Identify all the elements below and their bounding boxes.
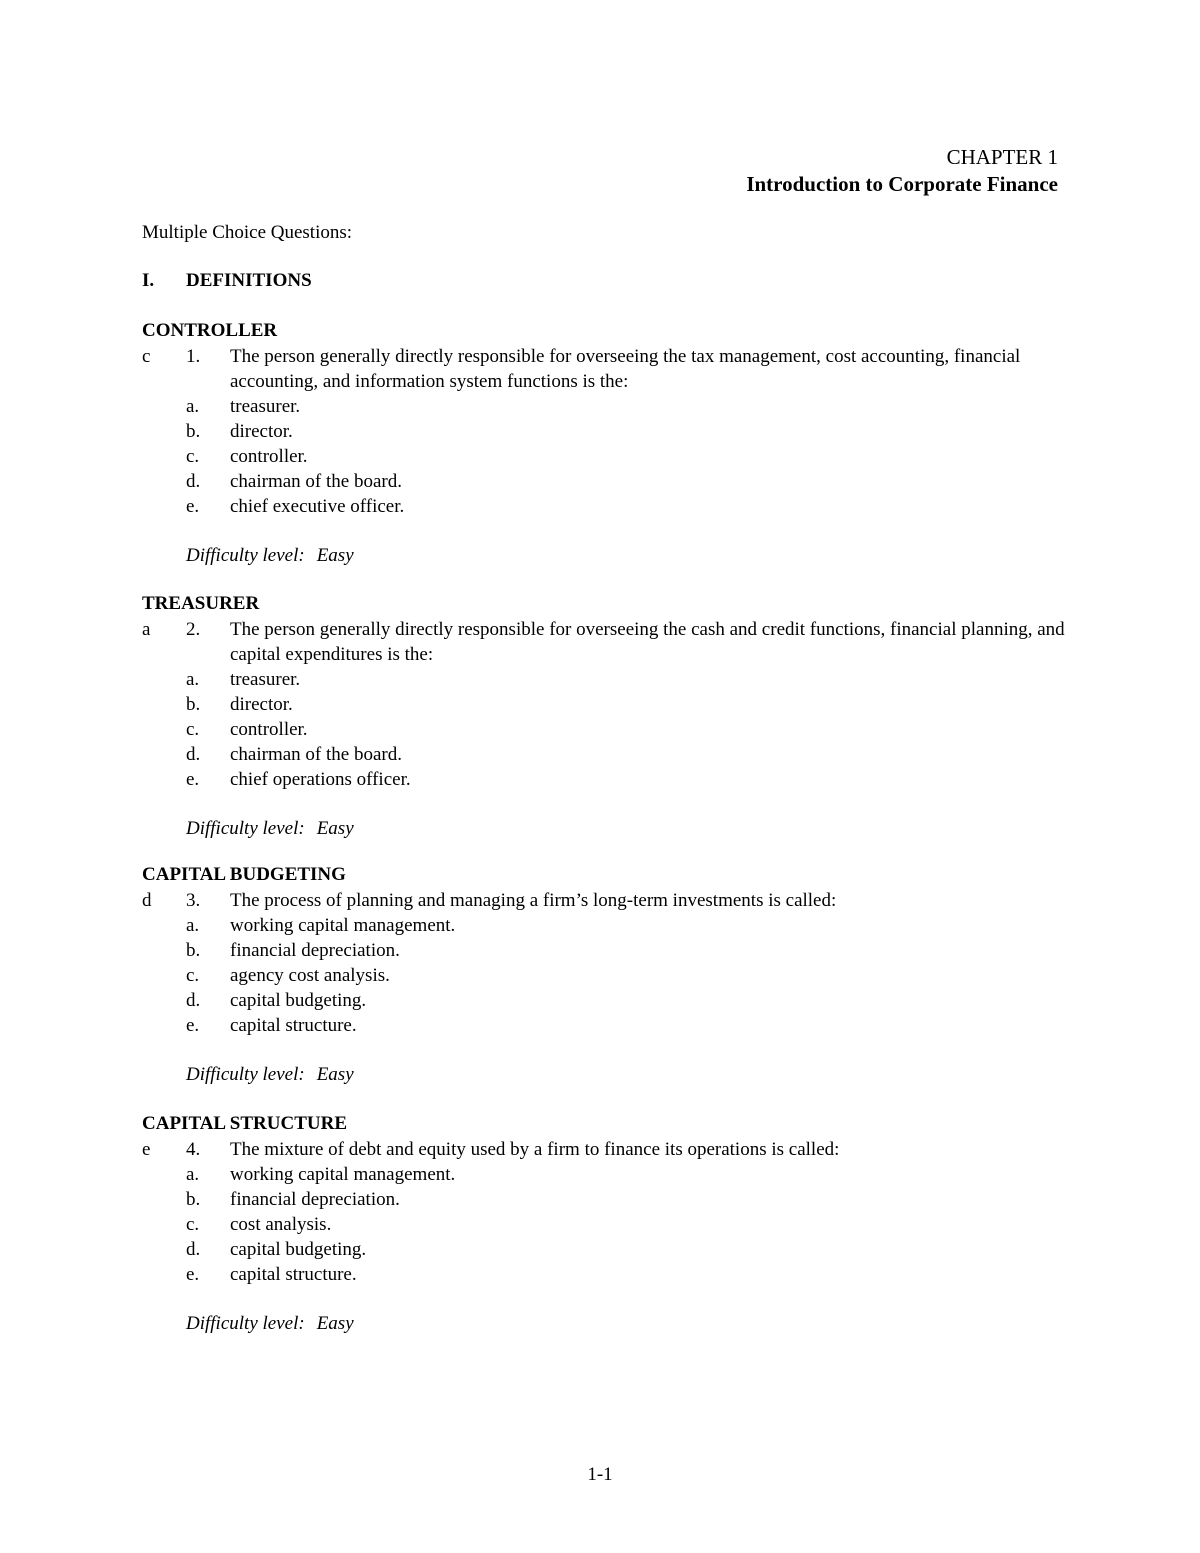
difficulty-line xyxy=(186,816,1072,841)
answer-option xyxy=(142,469,1072,494)
answer-key: e xyxy=(142,1139,151,1160)
option-text: chairman of the board. xyxy=(230,744,402,765)
answer-option xyxy=(142,1187,1072,1212)
question-block xyxy=(142,318,1072,568)
answer-option xyxy=(142,419,1072,444)
answer-option xyxy=(142,1162,1072,1187)
question-number: 4. xyxy=(186,1139,201,1160)
question-text: The person generally directly responsible for overseeing the cash and credit functions, financial planning, and capital expenditures is the: xyxy=(230,619,1065,665)
option-letter: b. xyxy=(186,421,201,442)
answer-option xyxy=(142,444,1072,469)
option-letter: e. xyxy=(186,1264,200,1285)
answer-option xyxy=(142,913,1072,938)
answer-option xyxy=(142,963,1072,988)
question-topic: CAPITAL STRUCTURE xyxy=(142,1113,347,1134)
option-letter: b. xyxy=(186,694,201,715)
answer-key: d xyxy=(142,890,152,911)
option-letter: b. xyxy=(186,940,201,961)
question-number: 2. xyxy=(186,619,201,640)
question-stem xyxy=(142,344,1072,394)
option-text: agency cost analysis. xyxy=(230,965,390,986)
question-number: 1. xyxy=(186,346,201,367)
option-text: capital budgeting. xyxy=(230,1239,367,1260)
page-number: 1-1 xyxy=(587,1464,613,1485)
question-stem xyxy=(142,617,1072,667)
option-letter: a. xyxy=(186,396,200,417)
option-text: capital structure. xyxy=(230,1264,357,1285)
answer-option xyxy=(142,717,1072,742)
difficulty-value: Easy xyxy=(316,545,354,566)
option-text: controller. xyxy=(230,719,308,740)
difficulty-line xyxy=(186,1311,1072,1336)
chapter-title: Introduction to Corporate Finance xyxy=(746,172,1058,196)
question-text: The mixture of debt and equity used by a firm to finance its operations is called: xyxy=(230,1139,840,1160)
question-block xyxy=(142,591,1072,841)
option-text: capital budgeting. xyxy=(230,990,367,1011)
section-title: DEFINITIONS xyxy=(186,270,312,291)
answer-option xyxy=(142,667,1072,692)
difficulty-label: Difficulty level: xyxy=(186,1313,305,1334)
answer-option xyxy=(142,1013,1072,1038)
option-text: controller. xyxy=(230,446,308,467)
difficulty-value: Easy xyxy=(316,1313,354,1334)
answer-option xyxy=(142,938,1072,963)
chapter-number: CHAPTER 1 xyxy=(946,145,1058,169)
option-letter: a. xyxy=(186,1164,200,1185)
question-block xyxy=(142,1111,1072,1336)
question-text: The process of planning and managing a firm’s long-term investments is called: xyxy=(230,890,837,911)
answer-option xyxy=(142,767,1072,792)
question-block xyxy=(142,862,1072,1087)
answer-option xyxy=(142,394,1072,419)
section-numeral: I. xyxy=(142,270,155,291)
option-text: director. xyxy=(230,421,293,442)
answer-key: c xyxy=(142,346,151,367)
answer-option xyxy=(142,988,1072,1013)
option-text: working capital management. xyxy=(230,915,456,936)
section-heading xyxy=(142,270,312,292)
answer-option xyxy=(142,494,1072,519)
option-letter: c. xyxy=(186,446,200,467)
question-topic: CAPITAL BUDGETING xyxy=(142,864,346,885)
option-letter: a. xyxy=(186,669,200,690)
question-topic: TREASURER xyxy=(142,593,260,614)
difficulty-label: Difficulty level: xyxy=(186,545,305,566)
answer-option xyxy=(142,1237,1072,1262)
question-stem xyxy=(142,1137,1072,1162)
option-letter: a. xyxy=(186,915,200,936)
option-letter: d. xyxy=(186,1239,201,1260)
option-letter: c. xyxy=(186,719,200,740)
answer-key: a xyxy=(142,619,151,640)
option-text: working capital management. xyxy=(230,1164,456,1185)
option-text: chief operations officer. xyxy=(230,769,411,790)
option-text: treasurer. xyxy=(230,396,301,417)
option-letter: d. xyxy=(186,471,201,492)
multiple-choice-label: Multiple Choice Questions: xyxy=(142,222,353,243)
question-text: The person generally directly responsible for overseeing the tax management, cost accounting, financial accounting, and information system functions is the: xyxy=(230,346,1021,392)
option-letter: d. xyxy=(186,744,201,765)
option-letter: c. xyxy=(186,1214,200,1235)
difficulty-label: Difficulty level: xyxy=(186,1064,305,1085)
answer-option xyxy=(142,1262,1072,1287)
option-text: director. xyxy=(230,694,293,715)
option-letter: d. xyxy=(186,990,201,1011)
option-text: financial depreciation. xyxy=(230,940,400,961)
option-text: cost analysis. xyxy=(230,1214,332,1235)
option-text: chairman of the board. xyxy=(230,471,402,492)
option-letter: e. xyxy=(186,1015,200,1036)
option-letter: e. xyxy=(186,769,200,790)
option-letter: c. xyxy=(186,965,200,986)
answer-option xyxy=(142,742,1072,767)
option-text: financial depreciation. xyxy=(230,1189,400,1210)
option-letter: e. xyxy=(186,496,200,517)
difficulty-value: Easy xyxy=(316,818,354,839)
difficulty-label: Difficulty level: xyxy=(186,818,305,839)
answer-option xyxy=(142,692,1072,717)
question-stem xyxy=(142,888,1072,913)
option-text: capital structure. xyxy=(230,1015,357,1036)
question-number: 3. xyxy=(186,890,201,911)
option-letter: b. xyxy=(186,1189,201,1210)
answer-option xyxy=(142,1212,1072,1237)
option-text: chief executive officer. xyxy=(230,496,405,517)
option-text: treasurer. xyxy=(230,669,301,690)
chapter-header xyxy=(746,144,1058,198)
difficulty-value: Easy xyxy=(316,1064,354,1085)
difficulty-line xyxy=(186,543,1072,568)
difficulty-line xyxy=(186,1062,1072,1087)
question-topic: CONTROLLER xyxy=(142,320,278,341)
